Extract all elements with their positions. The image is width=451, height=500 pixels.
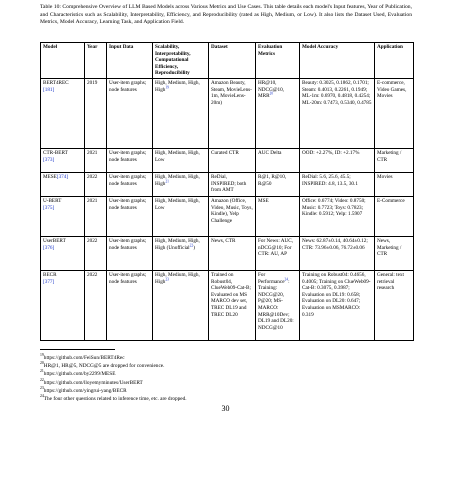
- cell-characteristics: High, Medium, High, High$^{23}$: [153, 270, 209, 340]
- cell-model: [41, 236, 85, 270]
- citation-link[interactable]: [181]: [43, 86, 55, 93]
- table-header-row: [41, 43, 414, 79]
- header-application: Application: [375, 43, 414, 79]
- header-input-data: Input Data: [107, 43, 153, 79]
- cell-input: User-item graphs; node features: [107, 236, 153, 270]
- footnote: $^{19}$https://github.com/FeiSun/BERT4Rec: [40, 353, 125, 361]
- header-evaluation-metrics: Evaluation Metrics: [256, 43, 300, 79]
- citation-link[interactable]: [376]: [43, 244, 55, 251]
- table-row: [41, 196, 414, 236]
- header-dataset: Dataset: [209, 43, 256, 79]
- cell-dataset: News, CTR: [209, 236, 256, 270]
- cell-accuracy: Office: 0.6774; Video: 0.8750; Music: 0.7723; Toys: 0.7823; Kindle: 0.5912; Yelp: 1.5907: [300, 196, 375, 236]
- cell-characteristics: High, Medium, High, High$^{21}$: [153, 172, 209, 196]
- cell-characteristics: High, Medium, High, High$^{19}$: [153, 78, 209, 148]
- header-characteristics: Scalability, Interpretability, Computational Efficiency, Reproducibility: [153, 43, 209, 79]
- cell-application: General: text retrieval research: [375, 270, 414, 340]
- table-caption: Table 10: Comprehensive Overview of LLM Based Models across Various Metrics and Use Cases. This table details each model's Input features, Year of Publication, and Characteristics such as Scalability, Interpretability, Efficiency, and Reproducibility (rated as High, Medium, or Low). It also lists the Dataset Used, Evaluation Metrics, Model Accuracy, Learning Task, and Application Field.: [40, 4, 412, 26]
- table-row: [41, 270, 414, 340]
- table-row: [41, 172, 414, 196]
- cell-input: User-item graphs; node features: [107, 270, 153, 340]
- footnote-ref[interactable]: 20: [269, 91, 274, 96]
- cell-input: User-item graphs; node features: [107, 148, 153, 172]
- cell-metrics: MSE: [256, 196, 300, 236]
- model-name: U-BERT: [43, 197, 62, 204]
- footnote-link[interactable]: https://github.com/yingrui-yang/BECR: [43, 387, 127, 394]
- cell-application: Marketing / CTR: [375, 148, 414, 172]
- cell-year: 2022: [85, 236, 107, 270]
- cell-metrics: HR@10, NDCG@10, MRR$^{20}$: [256, 78, 300, 148]
- cell-dataset: Amazon Beauty, Steam, MovieLens-1m, MovieLens-20m): [209, 78, 256, 148]
- cell-year: 2022: [85, 172, 107, 196]
- cell-accuracy: OOD: +2.27%, ID: +2.17%: [300, 148, 375, 172]
- cell-model: [41, 78, 85, 148]
- cell-dataset: Amazon (Office, Video, Music, Toys, Kindle), Yelp Challenge: [209, 196, 256, 236]
- footnote: $^{21}$https://github.com/by2299/MESE: [40, 369, 116, 378]
- cell-input: User-item graphs; node features: [107, 78, 153, 148]
- footnote-link[interactable]: https://github.com/FeiSun/BERT4Rec: [43, 355, 125, 361]
- footnote: $^{23}$https://github.com/yingrui-yang/BECR: [40, 386, 127, 394]
- model-name: UserBERT: [43, 237, 66, 244]
- cell-year: 2019: [85, 78, 107, 148]
- header-year: Year: [85, 43, 107, 79]
- footnote: $^{20}$HR@1, HR@5, NDCG@5 are dropped for convenience.: [40, 361, 165, 370]
- cell-metrics: For Performance$^{24}$: Training: NDCG@20, P@20; MS-MARCO: MRR@10Dev; DL19 and DL20: NDCG@10: [256, 270, 300, 340]
- header-model: Model: [41, 43, 85, 79]
- cell-input: User-item graphs; node features: [107, 196, 153, 236]
- cell-accuracy: Beauty: 0.3025, 0.1862, 0.1701; Steam: 0.4013, 0.2261, 0.1949; ML-1m: 0.6970, 0.4818, 0.4254; ML-20m: 0.7473, 0.5340, 0.4785: [300, 78, 375, 148]
- model-name: BERT4REC: [43, 79, 69, 86]
- table-row: [41, 148, 414, 172]
- cell-input: User-item graphs; node features: [107, 172, 153, 196]
- table-row: [41, 236, 414, 270]
- footnote-ref[interactable]: 19: [165, 84, 169, 89]
- footnote-ref[interactable]: 21: [165, 178, 169, 183]
- citation-link[interactable]: [374]: [56, 173, 69, 180]
- cell-dataset: Curated CTR: [209, 148, 256, 172]
- cell-application: E-commerce, Video Games, Movies: [375, 78, 414, 148]
- cell-model: [41, 196, 85, 236]
- cell-model: [41, 172, 85, 196]
- cell-application: News, Marketing / CTR: [375, 236, 414, 270]
- header-model-accuracy: Model Accuracy: [300, 43, 375, 79]
- footnote-link[interactable]: https://github.com/lloyemyminutes/UserBERT: [43, 379, 143, 386]
- footnote-link[interactable]: https://github.com/by2299/MESE: [43, 371, 116, 378]
- model-name: MESE: [43, 173, 57, 180]
- footnote-ref[interactable]: 24: [284, 276, 289, 281]
- cell-application: E-Commerce: [375, 196, 414, 236]
- citation-link[interactable]: [377]: [43, 278, 55, 285]
- cell-metrics: R@1, R@10, R@50: [256, 172, 300, 196]
- footnote-ref[interactable]: 23: [165, 276, 169, 281]
- cell-application: Movies: [375, 172, 414, 196]
- cell-characteristics: High, Medium, High, Low: [153, 196, 209, 236]
- cell-accuracy: ReDial: 5.6, 25.6, 45.5; INSPIRED: 4.8, 13.5, 30.1: [300, 172, 375, 196]
- page-number: 30: [221, 404, 230, 413]
- model-name: CTR-BERT: [43, 149, 68, 156]
- cell-characteristics: High, Medium, High, High (Unofficial$^{22}$): [153, 236, 209, 270]
- cell-dataset: ReDial, INSPIRED; both from AMT: [209, 172, 256, 196]
- cell-year: 2021: [85, 196, 107, 236]
- cell-metrics: For News: AUC, nDCG@10; For CTR: AU, AP: [256, 236, 300, 270]
- citation-link[interactable]: [375]: [43, 204, 55, 211]
- cell-accuracy: News: 62.87±0.14, 40.64±0.12; CTR: 73.96±0.06, 76.72±0.06: [300, 236, 375, 270]
- cell-accuracy: Training on Robust04: 0.4656, 0.4005; Training on ClueWeb09-Cat-B: 0.3075, 0.3987; Evaluation on DL19: 0.658; Evaluation on DL20: 0.647; Evaluation on MSMARCO: 0.319: [300, 270, 375, 340]
- cell-metrics: AUC Delta: [256, 148, 300, 172]
- footnotes: [40, 354, 412, 403]
- model-name: BECR: [43, 271, 57, 278]
- cell-characteristics: High, Medium, High, Low: [153, 148, 209, 172]
- table-row: [41, 78, 414, 148]
- cell-model: [41, 148, 85, 172]
- footnote-ref[interactable]: 22: [189, 242, 194, 247]
- cell-dataset: Trained on Robust04, ClueWeb09-Cat-B; Evaluated on MS MARCO dev set, TREC DL19 and TREC DL20: [209, 270, 256, 340]
- footnote: $^{22}$https://github.com/lloyemyminutes/UserBERT: [40, 377, 143, 386]
- models-table: [40, 42, 414, 341]
- footnote-divider: [40, 349, 115, 350]
- cell-model: [41, 270, 85, 340]
- cell-year: 2021: [85, 148, 107, 172]
- citation-link[interactable]: [373]: [43, 156, 55, 163]
- cell-year: 2022: [85, 270, 107, 340]
- footnote: $^{24}$The four other questions related to inference time, etc. are dropped.: [40, 394, 187, 403]
